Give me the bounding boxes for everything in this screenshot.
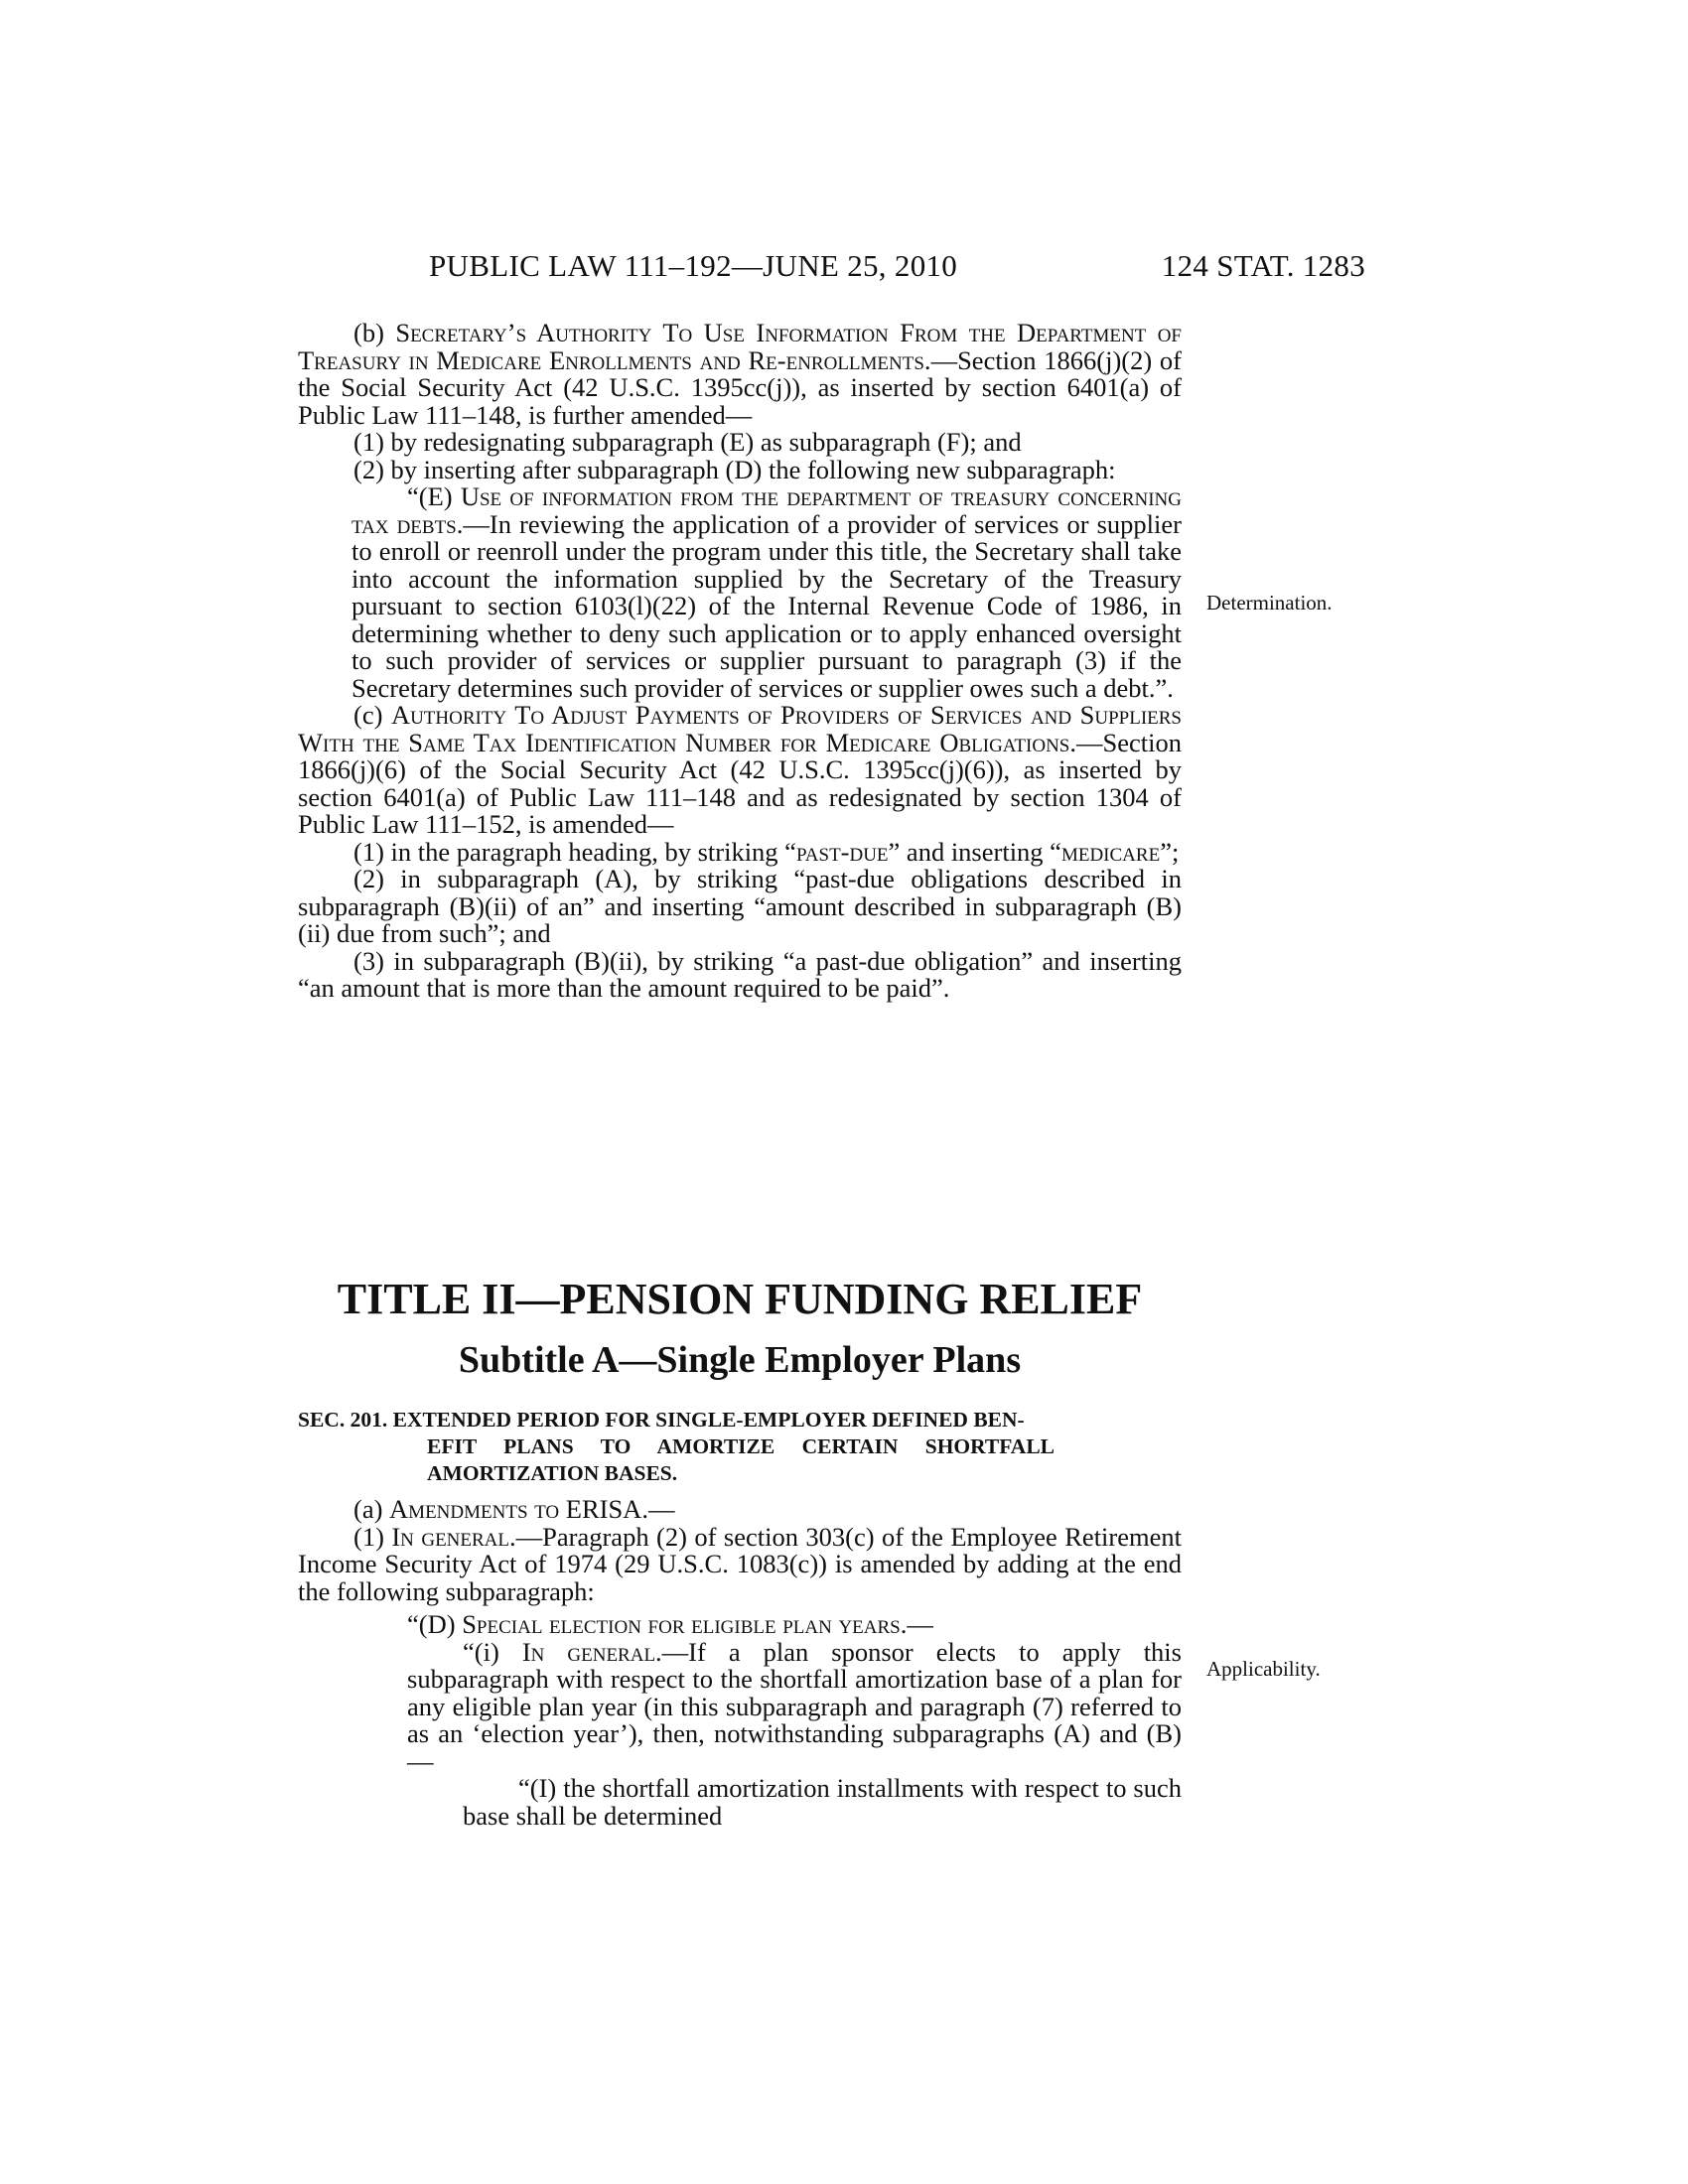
title-heading: TITLE II—PENSION FUNDING RELIEF	[337, 1275, 1143, 1323]
section-c-intro	[298, 702, 1182, 839]
section-b-heading: Secretary’s Authority To Use Information From the Department of Treasury in Medicare Enrollments and Re-enrollments.	[298, 318, 1182, 375]
section-c-item-3: (3) in subparagraph (B)(ii), by striking “a past-due obligation” and inserting “an amount that is more than the amount required to be paid”.	[298, 945, 1182, 1003]
section-b-intro	[298, 320, 1182, 429]
section-b-block	[298, 320, 1182, 1003]
quoted-label: “(E)	[407, 481, 461, 511]
section-c-item-1-text-c: ”;	[1160, 836, 1180, 867]
subparagraph-d-heading: Special election for eligible plan years.	[462, 1609, 908, 1639]
section-b-quoted-subparagraph	[242, 483, 1182, 702]
subparagraph-d	[242, 1611, 1182, 1639]
margin-note-applicability: Applicability.	[1206, 1657, 1321, 1681]
section-c-heading: Authority To Adjust Payments of Providers of Services and Suppliers With the Same Tax Identification Number for Medicare Obligations.	[298, 700, 1182, 757]
section-201-a-dash: —	[647, 1494, 675, 1524]
subtitle-heading: Subtitle A—Single Employer Plans	[458, 1339, 1022, 1381]
section-c-item-2: (2) in subparagraph (A), by striking “past-due obligations described in subparagraph (B)(ii) of an” and inserting “amount described in subparagraph (B)(ii) due from such”; and	[298, 864, 1182, 948]
section-c-label: (c)	[353, 700, 391, 730]
section-201-a-1	[242, 1521, 1182, 1606]
section-c-item-1-struck: past-due	[795, 836, 889, 867]
running-header-title: PUBLIC LAW 111–192—JUNE 25, 2010	[429, 248, 958, 283]
quoted-text: —In reviewing the application of a provider of services or supplier to enroll or reenroll under the program under this title, the Secretary shall take into account the information supplied by the Secretary of the Treasury pursuant to section 6103(l)(22) of the Internal Revenue Code of 1986, in determining whether to deny such application or to apply enhanced oversight to such provider of services or supplier pursuant to paragraph (3) if the Secretary determines such provider of services or supplier owes such a debt.”.	[352, 508, 1182, 703]
clause-i-heading: In general.	[521, 1636, 662, 1667]
section-b-item-2: (2) by inserting after subparagraph (D) the following new subparagraph:	[353, 454, 1116, 484]
subclause-I: “(I) the shortfall amortization installments with respect to such base shall be determined	[463, 1773, 1182, 1831]
section-201-a-heading: Amendments to ERISA.	[389, 1494, 648, 1524]
section-201-a-label: (a)	[353, 1494, 390, 1524]
subparagraph-d-label: “(D)	[407, 1609, 463, 1639]
section-201-heading	[298, 1407, 1182, 1487]
section-c-item-1-text-a: (1) in the paragraph heading, by striking “	[353, 836, 796, 867]
quoted-heading: Use of information from the department of treasury concerning tax debts.	[352, 481, 1182, 539]
section-c-item-1	[242, 836, 1182, 867]
page-citation: 124 STAT. 1283	[1161, 248, 1365, 283]
section-c-item-1-text-b: ” and inserting “	[888, 836, 1061, 867]
section-201-body	[298, 1496, 1182, 1830]
section-b-label: (b)	[353, 318, 396, 347]
section-201-heading-line-1: SEC. 201. EXTENDED PERIOD FOR SINGLE-EMPLOYER DEFINED BEN-	[298, 1408, 1025, 1432]
paragraph-1-text: —Paragraph (2) of section 303(c) of the Employee Retirement Income Security Act of 1974 (29 U.S.C. 1083(c)) is amended by adding at the end the following subparagraph:	[298, 1521, 1182, 1606]
section-201-heading-line-3: AMORTIZATION BASES.	[427, 1461, 678, 1485]
clause-i	[242, 1636, 1182, 1776]
clause-i-label: “(i)	[463, 1636, 522, 1667]
section-b-text: —Section 1866(j)(2) of the Social Security Act (42 U.S.C. 1395cc(j)), as inserted by section 6401(a) of Public Law 111–148, is further amended—	[298, 344, 1182, 430]
section-201-heading-line-2: EFIT PLANS TO AMORTIZE CERTAIN SHORTFALL	[427, 1434, 1055, 1458]
margin-note-determination: Determination.	[1206, 591, 1333, 614]
clause-i-text: —If a plan sponsor elects to apply this subparagraph with respect to the shortfall amortization base of a plan for any eligible plan year (in this subparagraph and paragraph (7) referred to as an ‘election year’), then, notwithstanding subparagraphs (A) and (B)—	[407, 1636, 1182, 1776]
paragraph-1-heading: In general.	[391, 1521, 516, 1552]
section-c-text: —Section 1866(j)(6) of the Social Security Act (42 U.S.C. 1395cc(j)(6)), as inserted by section 6401(a) of Public Law 111–148 and as redesignated by section 1304 of Public Law 111–152, is amended—	[298, 727, 1182, 839]
subparagraph-d-dash: —	[907, 1609, 933, 1639]
section-b-item-1: (1) by redesignating subparagraph (E) as subparagraph (F); and	[353, 427, 1022, 457]
section-201-a	[298, 1496, 1182, 1524]
paragraph-1-label: (1)	[353, 1521, 392, 1552]
section-c-item-1-inserted: medicare	[1060, 836, 1161, 867]
